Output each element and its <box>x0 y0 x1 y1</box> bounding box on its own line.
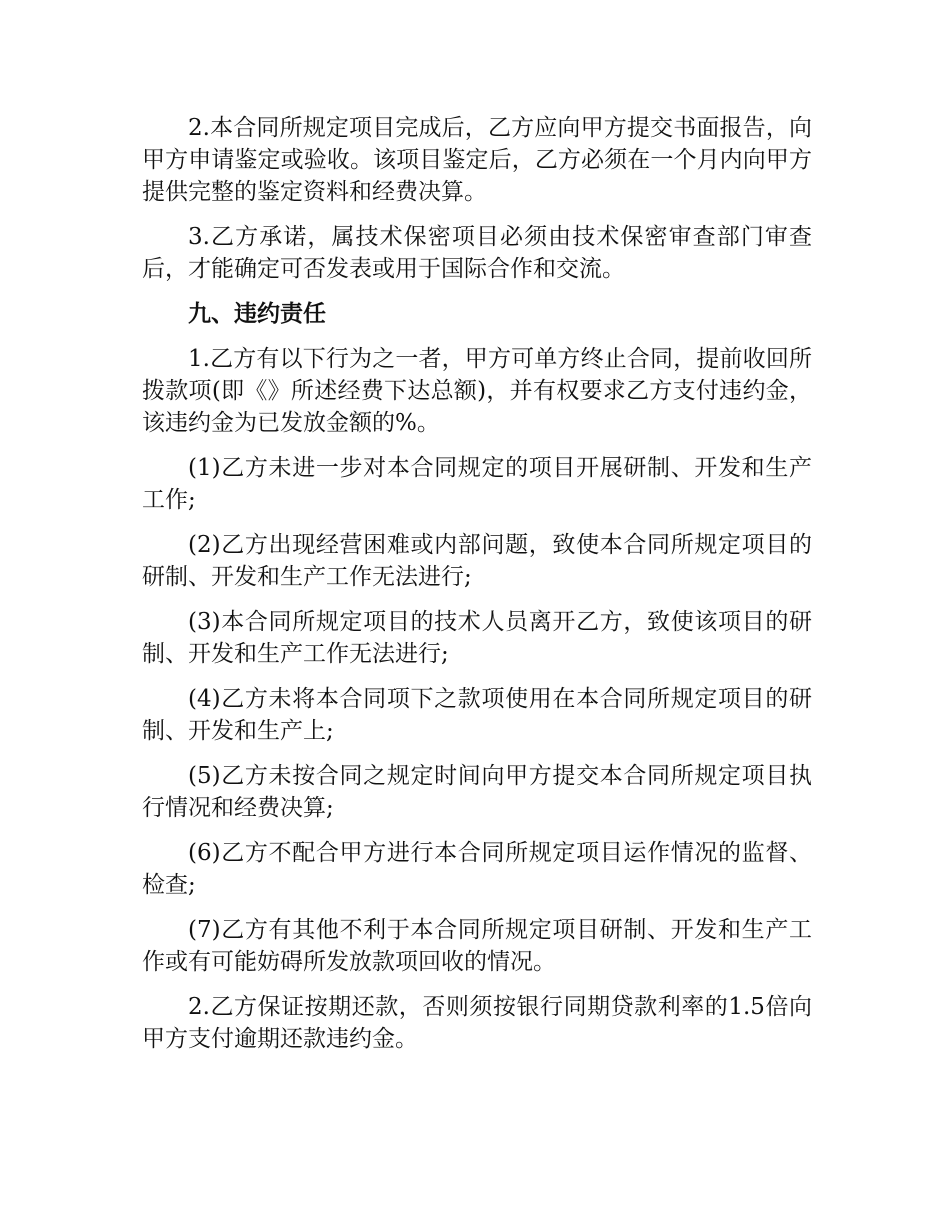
clause-repayment: 2.乙方保证按期还款，否则须按银行同期贷款利率的1.5倍向甲方支付逾期还款违约金。 <box>142 994 812 1052</box>
paragraph-project-completion: 2.本合同所规定项目完成后，乙方应向甲方提交书面报告，向甲方申请鉴定或验收。该项目鉴定后，乙方必须在一个月内向甲方提供完整的鉴定资料和经费决算。 <box>142 115 812 205</box>
list-item: (5)乙方未按合同之规定时间向甲方提交本合同所规定项目执行情况和经费决算; <box>142 763 812 821</box>
list-item: (6)乙方不配合甲方进行本合同所规定项目运作情况的监督、检查; <box>142 840 812 898</box>
document-page <box>142 112 812 1068</box>
clause-termination: 1.乙方有以下行为之一者，甲方可单方终止合同，提前收回所拨款项(即《》所述经费下达总额)，并有权要求乙方支付违约金，该违约金为已发放金额的%。 <box>142 346 812 436</box>
list-item: (2)乙方出现经营困难或内部问题，致使本合同所规定项目的研制、开发和生产工作无法进行; <box>142 532 812 590</box>
list-item: (1)乙方未进一步对本合同规定的项目开展研制、开发和生产工作; <box>142 455 812 513</box>
list-item: (7)乙方有其他不利于本合同所规定项目研制、开发和生产工作或有可能妨碍所发放款项回收的情况。 <box>142 917 812 975</box>
list-item: (3)本合同所规定项目的技术人员离开乙方，致使该项目的研制、开发和生产工作无法进行; <box>142 609 812 667</box>
list-item: (4)乙方未将本合同项下之款项使用在本合同所规定项目的研制、开发和生产上; <box>142 686 812 744</box>
paragraph-confidentiality: 3.乙方承诺，属技术保密项目必须由技术保密审查部门审查后，才能确定可否发表或用于国际合作和交流。 <box>142 224 812 282</box>
section-heading: 九、违约责任 <box>188 300 326 327</box>
